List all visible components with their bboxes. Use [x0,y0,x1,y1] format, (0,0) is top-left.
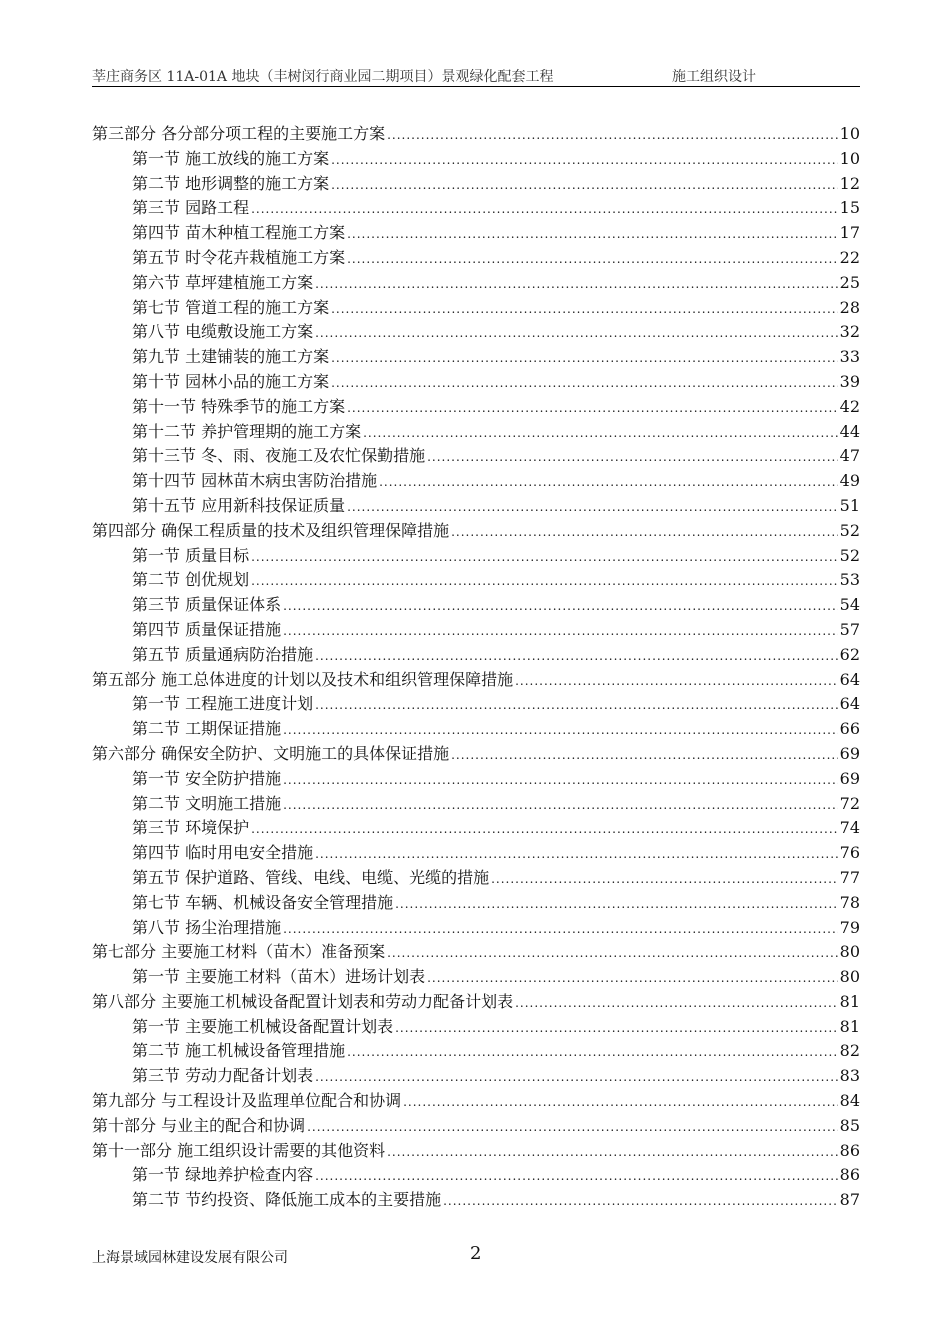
toc-entry-title: 第四节 苗木种植工程施工方案 [132,223,346,243]
toc-section-entry[interactable] [92,568,860,593]
toc-dot-leader [283,619,838,643]
toc-section-entry[interactable] [92,221,860,246]
toc-dot-leader [251,545,838,569]
toc-dot-leader [387,1140,838,1164]
toc-entry-page-number: 42 [839,396,860,416]
toc-entry-page-number: 80 [839,967,860,987]
toc-dot-leader [251,817,838,841]
toc-part-entry[interactable] [92,122,860,147]
toc-entry-title: 第九部分 与工程设计及监理单位配合和协调 [92,1091,402,1111]
toc-entry-page-number: 79 [839,917,860,937]
toc-part-entry[interactable] [92,940,860,965]
toc-entry-page-number: 12 [839,173,860,193]
toc-entry-page-number: 22 [839,247,860,267]
toc-entry-page-number: 10 [839,124,860,143]
toc-part-entry[interactable] [92,519,860,544]
toc-entry-title: 第二节 施工机械设备管理措施 [132,1041,346,1061]
toc-section-entry[interactable] [92,494,860,519]
toc-entry-page-number: 25 [839,272,860,292]
toc-entry-title: 第十三节 冬、雨、夜施工及农忙保勤措施 [132,446,426,466]
toc-dot-leader [331,148,838,172]
toc-dot-leader [347,396,838,420]
toc-entry-page-number: 87 [839,1190,860,1210]
toc-dot-leader [315,321,838,345]
toc-entry-title: 第五节 保护道路、管线、电线、电缆、光缆的措施 [132,867,490,887]
toc-entry-page-number: 33 [839,347,860,367]
toc-section-entry[interactable] [92,643,860,668]
toc-dot-leader [491,867,838,891]
toc-entry-page-number: 44 [839,421,860,441]
toc-dot-leader [283,718,838,742]
toc-entry-page-number: 74 [839,818,860,838]
toc-entry-page-number: 53 [839,570,860,590]
toc-section-entry[interactable] [92,444,860,469]
toc-entry-title: 第一节 安全防护措施 [132,768,282,788]
toc-entry-title: 第八部分 主要施工机械设备配置计划表和劳动力配备计划表 [92,991,514,1011]
toc-dot-leader [451,520,838,544]
toc-dot-leader [307,1115,838,1139]
toc-dot-leader [283,594,838,618]
toc-dot-leader [283,768,838,792]
toc-dot-leader [347,1040,838,1064]
toc-section-entry[interactable] [92,420,860,445]
toc-section-entry[interactable] [92,395,860,420]
toc-dot-leader [347,222,838,246]
toc-entry-title: 第一节 质量目标 [132,545,250,565]
toc-entry-page-number: 81 [839,991,860,1011]
toc-entry-page-number: 85 [839,1115,860,1135]
toc-entry-title: 第五节 质量通病防治措施 [132,644,314,664]
toc-entry-title: 第七节 车辆、机械设备安全管理措施 [132,892,394,912]
toc-dot-leader [251,197,838,221]
toc-section-entry[interactable] [92,469,860,494]
toc-section-entry[interactable] [92,792,860,817]
footer-page-number: 2 [470,1243,482,1264]
toc-entry-page-number: 39 [839,371,860,391]
toc-dot-leader [283,793,838,817]
toc-entry-title: 第七节 管道工程的施工方案 [132,297,330,317]
toc-dot-leader [395,892,838,916]
toc-entry-title: 第一节 主要施工材料（苗木）进场计划表 [132,967,426,987]
toc-dot-leader [331,297,838,321]
toc-section-entry[interactable] [92,891,860,916]
toc-section-entry[interactable] [92,593,860,618]
toc-entry-page-number: 82 [839,1041,860,1061]
toc-entry-title: 第二节 文明施工措施 [132,793,282,813]
toc-entry-page-number: 57 [839,619,860,639]
toc-entry-title: 第四节 质量保证措施 [132,619,282,639]
table-of-contents [92,122,860,1213]
toc-entry-title: 第七部分 主要施工材料（苗木）准备预案 [92,942,386,962]
toc-section-entry[interactable] [92,618,860,643]
toc-section-entry[interactable] [92,916,860,941]
toc-entry-page-number: 69 [839,768,860,788]
toc-part-entry[interactable] [92,668,860,693]
toc-entry-title: 第十一节 特殊季节的施工方案 [132,396,346,416]
toc-dot-leader [363,421,838,445]
toc-section-entry[interactable] [92,370,860,395]
toc-entry-page-number: 32 [839,322,860,342]
toc-dot-leader [283,917,838,941]
toc-dot-leader [315,644,838,668]
toc-entry-title: 第九节 土建铺装的施工方案 [132,347,330,367]
toc-entry-page-number: 69 [839,743,860,763]
toc-dot-leader [315,1164,838,1188]
toc-entry-page-number: 86 [839,1140,860,1160]
toc-dot-leader [451,743,838,767]
toc-entry-page-number: 52 [839,545,860,565]
toc-section-entry[interactable] [92,1188,860,1213]
toc-entry-title: 第三节 园路工程 [132,198,250,218]
toc-section-entry[interactable] [92,1163,860,1188]
toc-entry-title: 第二节 工期保证措施 [132,719,282,739]
toc-dot-leader [515,669,838,693]
page-header [92,64,860,87]
toc-entry-title: 第十一部分 施工组织设计需要的其他资料 [92,1140,386,1160]
toc-entry-title: 第一节 绿地养护检查内容 [132,1165,314,1185]
toc-entry-page-number: 15 [839,198,860,218]
toc-section-entry[interactable] [92,320,860,345]
toc-entry-page-number: 86 [839,1165,860,1185]
toc-entry-page-number: 83 [839,1066,860,1086]
toc-entry-title: 第一节 工程施工进度计划 [132,694,314,714]
header-project-title: 莘庄商务区 11A-01A 地块（丰树闵行商业园二期项目）景观绿化配套工程 [92,69,554,85]
toc-entry-page-number: 47 [839,446,860,466]
toc-dot-leader [379,470,838,494]
toc-entry-page-number: 80 [839,942,860,962]
toc-section-entry[interactable] [92,296,860,321]
toc-entry-title: 第十二节 养护管理期的施工方案 [132,421,362,441]
toc-entry-title: 第六节 草坪建植施工方案 [132,272,314,292]
toc-part-entry[interactable] [92,1089,860,1114]
toc-entry-page-number: 78 [839,892,860,912]
toc-section-entry[interactable] [92,246,860,271]
toc-dot-leader [331,173,838,197]
footer-company-name: 上海景域园林建设发展有限公司 [92,1250,288,1266]
toc-entry-page-number: 81 [839,1016,860,1036]
toc-dot-leader [387,941,838,965]
toc-section-entry[interactable] [92,767,860,792]
toc-entry-title: 第一节 施工放线的施工方案 [132,148,330,168]
toc-entry-title: 第四部分 确保工程质量的技术及组织管理保障措施 [92,520,450,540]
toc-part-entry[interactable] [92,990,860,1015]
header-document-type: 施工组织设计 [672,69,756,85]
toc-entry-page-number: 10 [839,148,860,168]
toc-entry-page-number: 84 [839,1091,860,1111]
toc-entry-title: 第六部分 确保安全防护、文明施工的具体保证措施 [92,743,450,763]
toc-section-entry[interactable] [92,345,860,370]
toc-entry-page-number: 62 [839,644,860,664]
toc-dot-leader [347,247,838,271]
toc-section-entry[interactable] [92,271,860,296]
toc-entry-title: 第五节 时令花卉栽植施工方案 [132,247,346,267]
toc-entry-page-number: 52 [839,520,860,540]
toc-entry-title: 第十四节 园林苗木病虫害防治措施 [132,471,378,491]
toc-section-entry[interactable] [92,692,860,717]
toc-entry-page-number: 76 [839,843,860,863]
toc-entry-title: 第三节 劳动力配备计划表 [132,1066,314,1086]
toc-dot-leader [315,1065,838,1089]
toc-entry-page-number: 49 [839,471,860,491]
toc-entry-title: 第十五节 应用新科技保证质量 [132,495,346,515]
toc-dot-leader [315,693,838,717]
toc-section-entry[interactable] [92,544,860,569]
toc-section-entry[interactable] [92,172,860,197]
toc-entry-title: 第五部分 施工总体进度的计划以及技术和组织管理保障措施 [92,669,514,689]
toc-dot-leader [387,123,838,147]
toc-entry-title: 第二节 节约投资、降低施工成本的主要措施 [132,1190,442,1210]
toc-entry-page-number: 64 [839,694,860,714]
toc-dot-leader [443,1189,838,1213]
toc-dot-leader [427,966,838,990]
toc-dot-leader [315,272,838,296]
toc-part-entry[interactable] [92,1114,860,1139]
toc-dot-leader [331,346,838,370]
toc-entry-page-number: 77 [839,867,860,887]
toc-section-entry[interactable] [92,1039,860,1064]
toc-section-entry[interactable] [92,965,860,990]
toc-section-entry[interactable] [92,816,860,841]
toc-dot-leader [515,991,838,1015]
toc-entry-page-number: 54 [839,595,860,615]
page-footer [92,1243,860,1273]
toc-entry-title: 第二节 地形调整的施工方案 [132,173,330,193]
toc-section-entry[interactable] [92,1015,860,1040]
toc-entry-title: 第一节 主要施工机械设备配置计划表 [132,1016,394,1036]
toc-section-entry[interactable] [92,1064,860,1089]
toc-dot-leader [427,445,838,469]
toc-section-entry[interactable] [92,147,860,172]
toc-section-entry[interactable] [92,841,860,866]
toc-section-entry[interactable] [92,717,860,742]
toc-dot-leader [347,495,838,519]
toc-entry-page-number: 72 [839,793,860,813]
toc-entry-title: 第四节 临时用电安全措施 [132,843,314,863]
toc-entry-page-number: 64 [839,669,860,689]
toc-dot-leader [251,569,838,593]
toc-part-entry[interactable] [92,742,860,767]
toc-entry-title: 第十部分 与业主的配合和协调 [92,1115,306,1135]
toc-dot-leader [315,842,838,866]
toc-entry-page-number: 17 [839,223,860,243]
toc-entry-page-number: 66 [839,719,860,739]
toc-part-entry[interactable] [92,1139,860,1164]
toc-dot-leader [395,1016,838,1040]
toc-section-entry[interactable] [92,196,860,221]
toc-entry-title: 第八节 扬尘治理措施 [132,917,282,937]
toc-entry-title: 第三节 环境保护 [132,818,250,838]
toc-section-entry[interactable] [92,866,860,891]
toc-entry-title: 第三部分 各分部分项工程的主要施工方案 [92,124,386,143]
toc-dot-leader [331,371,838,395]
toc-entry-page-number: 51 [839,495,860,515]
toc-entry-page-number: 28 [839,297,860,317]
toc-entry-title: 第三节 质量保证体系 [132,595,282,615]
toc-entry-title: 第八节 电缆敷设施工方案 [132,322,314,342]
toc-entry-title: 第二节 创优规划 [132,570,250,590]
toc-entry-title: 第十节 园林小品的施工方案 [132,371,330,391]
toc-dot-leader [403,1090,838,1114]
